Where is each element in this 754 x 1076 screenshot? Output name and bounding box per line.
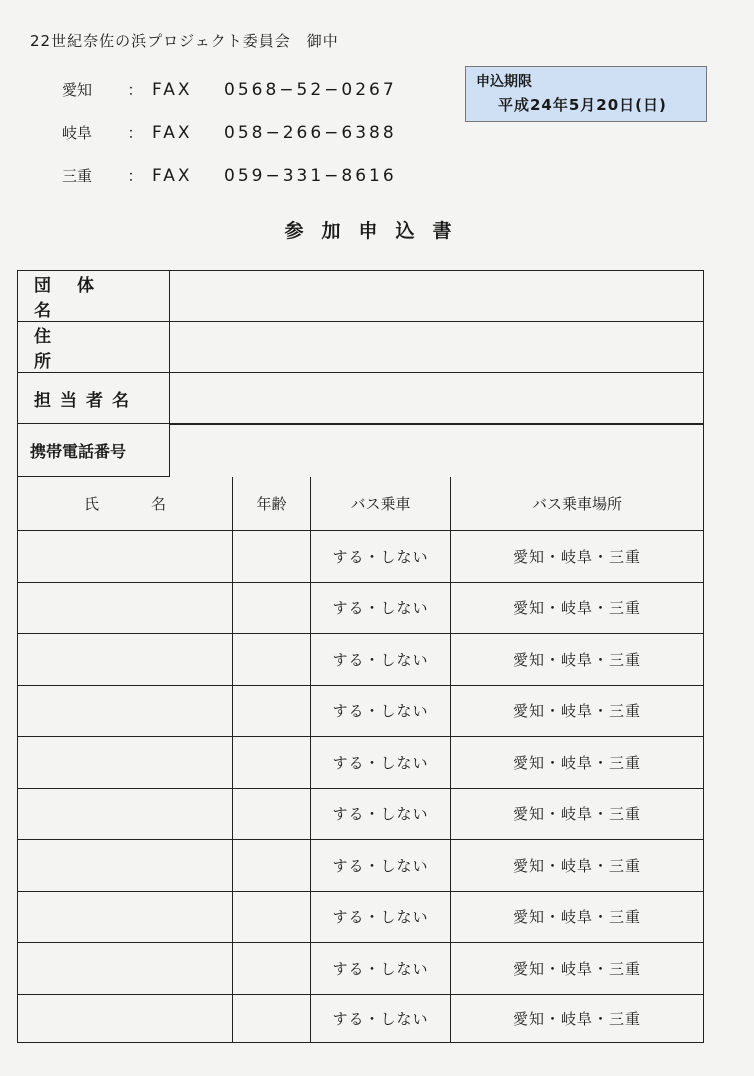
bus-place-option[interactable]: 愛知・岐阜・三重 [512, 599, 641, 618]
fax-region: 愛知 [62, 81, 93, 99]
fax-region: 三重 [62, 167, 93, 185]
bus-place-option[interactable]: 愛知・岐阜・三重 [512, 753, 641, 772]
fax-number: 059−331−8616 [224, 165, 397, 186]
fax-list [62, 68, 397, 197]
info-label-text: 団体名 [34, 276, 120, 321]
bus-place-option[interactable]: 愛知・岐阜・三重 [512, 856, 641, 875]
bus-ride-option[interactable]: する・しない [311, 531, 451, 582]
contact-person-field[interactable] [170, 373, 703, 423]
fax-region: 岐阜 [62, 124, 93, 142]
bus-ride-option[interactable]: する・しない [311, 583, 451, 634]
fax-number: 0568−52−0267 [224, 79, 397, 100]
bus-ride-option[interactable]: する・しない [311, 840, 451, 891]
participant-name-field[interactable] [18, 789, 233, 840]
header-name-1: 氏 [83, 495, 99, 513]
info-row-contact-person [18, 373, 703, 424]
info-label [18, 271, 170, 321]
bus-place-option[interactable]: 愛知・岐阜・三重 [512, 805, 641, 824]
participant-name-field[interactable] [18, 943, 233, 994]
fax-row-mie [62, 154, 397, 197]
info-label-text: 携帯電話番号 [30, 441, 127, 461]
participant-name-field[interactable] [18, 737, 233, 788]
participant-age-field[interactable] [233, 840, 311, 891]
addressee: 22世紀奈佐の浜プロジェクト委員会 御中 [30, 32, 339, 50]
application-form [17, 270, 704, 1043]
fax-row-gifu [62, 111, 397, 154]
fax-number: 058−266−6388 [224, 122, 397, 143]
fax-colon: ： [127, 167, 143, 185]
bus-ride-option[interactable]: する・しない [311, 943, 451, 994]
participant-table-header [18, 477, 703, 531]
bus-ride-option[interactable]: する・しない [311, 634, 451, 685]
fax-label: FAX [152, 165, 193, 186]
table-row [18, 840, 703, 892]
header-name-2: 名 [150, 495, 166, 513]
table-row [18, 789, 703, 841]
info-label [18, 424, 170, 476]
table-row [18, 995, 703, 1043]
organization-field[interactable] [170, 271, 703, 321]
info-row-organization [18, 271, 703, 322]
bus-place-option[interactable]: 愛知・岐阜・三重 [512, 908, 641, 927]
participant-age-field[interactable] [233, 789, 311, 840]
fax-colon: ： [127, 124, 143, 142]
bus-ride-option[interactable]: する・しない [311, 892, 451, 943]
mobile-field-area [170, 424, 703, 477]
bus-place-option[interactable]: 愛知・岐阜・三重 [512, 702, 641, 721]
participant-age-field[interactable] [233, 737, 311, 788]
table-row [18, 531, 703, 583]
fax-row-aichi [62, 68, 397, 111]
table-row [18, 583, 703, 635]
bus-place-option[interactable]: 愛知・岐阜・三重 [512, 1010, 641, 1028]
table-row [18, 943, 703, 995]
participant-name-field[interactable] [18, 995, 233, 1043]
table-row [18, 634, 703, 686]
participant-age-field[interactable] [233, 686, 311, 737]
header-bus: バス乗車 [311, 477, 451, 530]
table-row [18, 892, 703, 944]
info-label-text: 担当者名 [34, 390, 138, 411]
address-field[interactable] [170, 322, 703, 372]
bus-place-option[interactable]: 愛知・岐阜・三重 [512, 650, 641, 669]
fax-colon: ： [127, 81, 143, 99]
header-bus-place: バス乗車場所 [531, 495, 622, 513]
form-title: 参加申込書 [284, 220, 470, 242]
deadline-date: 平成24年5月20日(日) [498, 96, 667, 114]
bus-ride-option[interactable]: する・しない [311, 686, 451, 737]
table-row [18, 686, 703, 738]
participant-name-field[interactable] [18, 840, 233, 891]
bus-ride-option[interactable]: する・しない [311, 737, 451, 788]
participant-age-field[interactable] [233, 943, 311, 994]
participant-name-field[interactable] [18, 583, 233, 634]
fax-label: FAX [152, 122, 193, 143]
info-label [18, 373, 170, 423]
bus-place-option[interactable]: 愛知・岐阜・三重 [512, 547, 641, 566]
participant-age-field[interactable] [233, 995, 311, 1043]
header-name [18, 477, 233, 530]
deadline-box [465, 66, 707, 122]
fax-label: FAX [152, 79, 193, 100]
participant-age-field[interactable] [233, 531, 311, 582]
table-row [18, 737, 703, 789]
participant-name-field[interactable] [18, 634, 233, 685]
participant-age-field[interactable] [233, 583, 311, 634]
participant-name-field[interactable] [18, 686, 233, 737]
info-row-address [18, 322, 703, 373]
bus-ride-option[interactable]: する・しない [311, 789, 451, 840]
participant-name-field[interactable] [18, 531, 233, 582]
participant-age-field[interactable] [233, 634, 311, 685]
bus-place-option[interactable]: 愛知・岐阜・三重 [512, 959, 641, 978]
bus-ride-option[interactable]: する・しない [311, 995, 451, 1043]
info-label [18, 322, 170, 372]
participant-age-field[interactable] [233, 892, 311, 943]
info-label-text: 住所 [34, 327, 121, 372]
participant-name-field[interactable] [18, 892, 233, 943]
deadline-label: 申込期限 [476, 74, 532, 90]
header-age: 年齢 [233, 477, 311, 530]
